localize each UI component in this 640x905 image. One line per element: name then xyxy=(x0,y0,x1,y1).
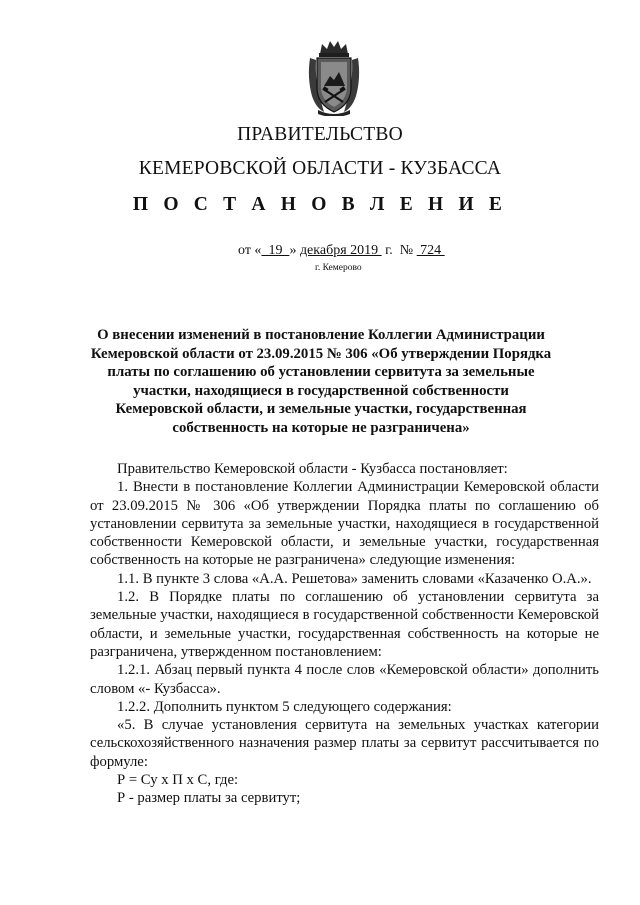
paragraph-1-2-1: 1.2.1. Абзац первый пункта 4 после слов «Кемеровской области» дополнить словом «- Кузбасса». xyxy=(90,662,599,697)
document-heading: О внесении изменений в постановление Коллегии Администрации Кемеровской области от 23.09.2015 № 306 «Об утверждении Порядка платы по соглашению об установлении сервитута за земельные участки, находящиеся в государственной собственности Кемеровской области, и земельные участки, государственная собственность на которые не разграничена» xyxy=(90,327,552,436)
date-prefix: от « xyxy=(238,243,262,258)
paragraph-1: 1. Внести в постановление Коллегии Администрации Кемеровской области от 23.09.2015 № 306 «Об утверждении Порядка платы по соглашению об установлении сервитута за земельные участки, находящиеся в государственной собственности Кемеровской области, и земельные участки, государственная собственность на которые не разграничена» следующие изменения: xyxy=(90,479,599,569)
paragraph-1-2-2: 1.2.2. Дополнить пунктом 5 следующего содержания: xyxy=(117,698,452,715)
government-name-line1: ПРАВИТЕЛЬСТВО xyxy=(237,124,403,145)
paragraph-1-2: 1.2. В Порядке платы по соглашению об установлении сервитута за земельные участки, находящиеся в государственной собственности Кемеровской области, и земельные участки, государственная собственность на которые не разграничена, утвержденном постановлением: xyxy=(90,589,599,660)
date-quote-close: » xyxy=(289,243,300,258)
formula-definition: Р - размер платы за сервитут; xyxy=(117,790,301,807)
document-date-line xyxy=(238,243,445,259)
date-year-suffix: г. № xyxy=(381,243,417,258)
paragraph-1-1: 1.1. В пункте 3 слова «А.А. Решетова» заменить словами «Казаченко О.А.». xyxy=(117,570,592,587)
date-month-year: декабря 2019 xyxy=(299,243,382,258)
paragraph-decree: Правительство Кемеровской области - Кузбасса постановляет: xyxy=(117,461,508,477)
document-body xyxy=(90,460,599,808)
document-number: 724 xyxy=(416,243,445,258)
document-type-title: П О С Т А Н О В Л Е Н И Е xyxy=(132,194,508,215)
date-day: 19 xyxy=(261,243,290,258)
document-city: г. Кемерово xyxy=(315,263,362,273)
government-name-line2: КЕМЕРОВСКОЙ ОБЛАСТИ - КУЗБАССА xyxy=(138,158,502,179)
paragraph-item-5: «5. В случае установления сервитута на земельных участках категории сельскохозяйственного назначения размер платы за сервитут рассчитывается по формуле: xyxy=(90,717,599,770)
coat-of-arms-emblem xyxy=(306,38,362,116)
formula-line: Р = Су х П х С, где: xyxy=(117,772,239,789)
